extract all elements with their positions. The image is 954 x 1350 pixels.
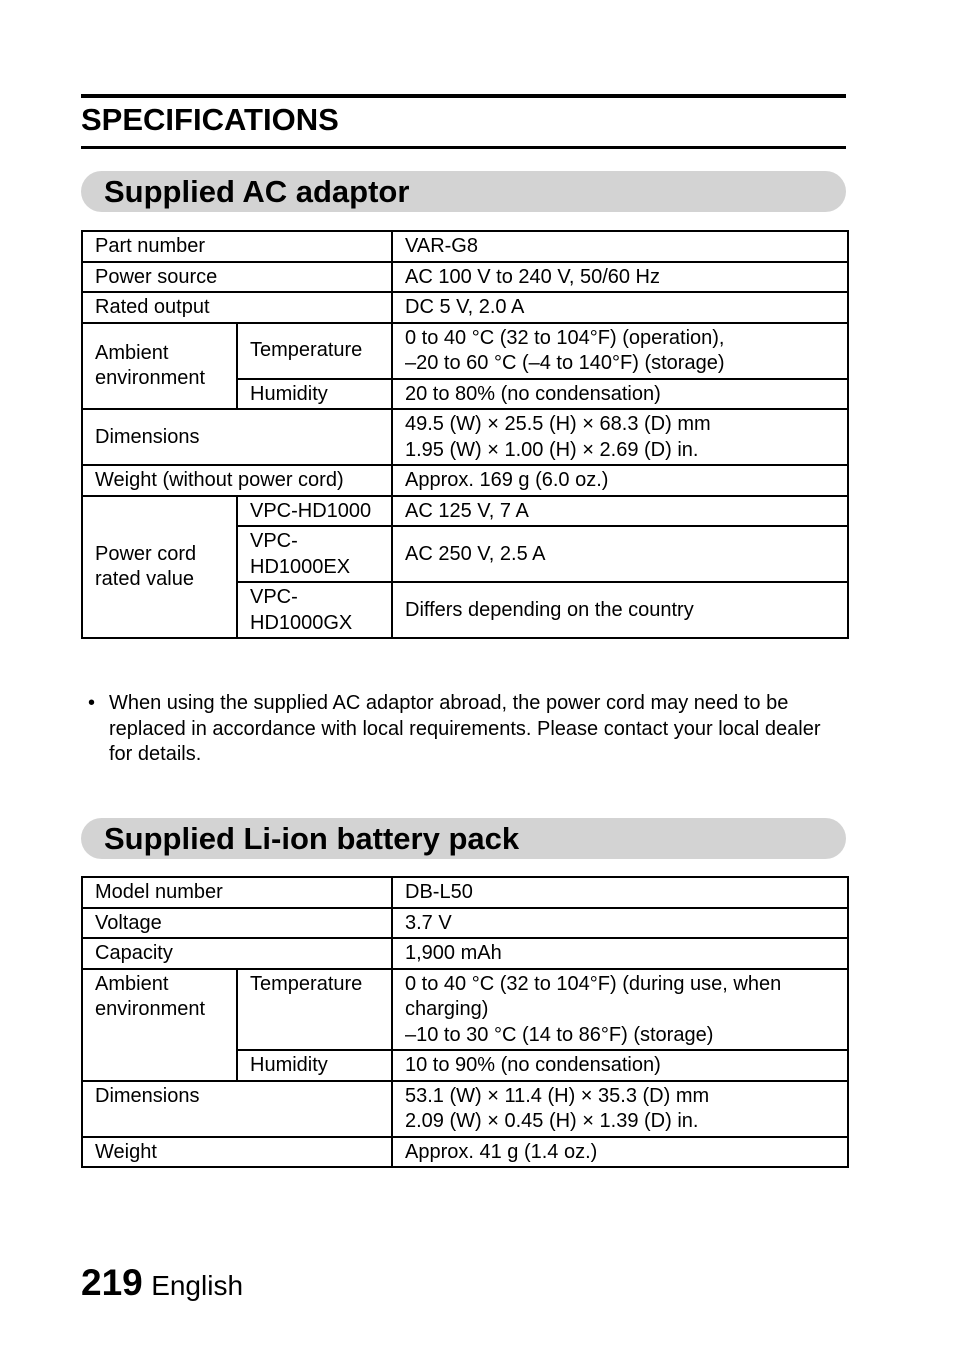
table-row [82, 908, 848, 939]
spec-value: DB-L50 [392, 877, 848, 908]
spec-sublabel: Humidity [237, 1050, 392, 1081]
table-row [82, 231, 848, 262]
spec-sublabel: Humidity [237, 379, 392, 410]
battery-spec-table [81, 876, 849, 1168]
spec-label: Rated output [82, 292, 392, 323]
spec-value: Approx. 41 g (1.4 oz.) [392, 1137, 848, 1168]
table-row [82, 496, 848, 527]
spec-value-line: –10 to 30 °C (14 to 86°F) (storage) [405, 1023, 714, 1046]
header-rule-bottom [81, 146, 846, 149]
spec-label: Power source [82, 262, 392, 293]
table-row [82, 292, 848, 323]
spec-value: AC 100 V to 240 V, 50/60 Hz [392, 262, 848, 293]
spec-value: AC 125 V, 7 A [392, 496, 848, 527]
table-row [82, 938, 848, 969]
spec-value-line: 1.95 (W) × 1.00 (H) × 2.69 (D) in. [405, 438, 699, 461]
section-title-ac-adaptor: Supplied AC adaptor [81, 171, 846, 212]
spec-value: 20 to 80% (no condensation) [392, 379, 848, 410]
spec-value: VAR-G8 [392, 231, 848, 262]
bullet-icon: • [88, 692, 96, 714]
spec-label: Weight [82, 1137, 392, 1168]
spec-value: DC 5 V, 2.0 A [392, 292, 848, 323]
page-title: SPECIFICATIONS [81, 102, 339, 137]
spec-value [392, 409, 848, 465]
spec-value [392, 969, 848, 1051]
spec-label: Ambient environment [82, 323, 237, 410]
spec-value-line: 53.1 (W) × 11.4 (H) × 35.3 (D) mm [405, 1084, 710, 1107]
spec-label: Weight (without power cord) [82, 465, 392, 496]
spec-label: Voltage [82, 908, 392, 939]
note-text: When using the supplied AC adaptor abroad, the power cord may need to be replaced in accordance with local requirements. Please contact your local dealer for details. [109, 692, 821, 765]
spec-label: Ambient environment [82, 969, 237, 1081]
page-language: English [151, 1270, 244, 1301]
spec-value: Approx. 169 g (6.0 oz.) [392, 465, 848, 496]
spec-sublabel: Temperature [237, 323, 392, 379]
spec-sublabel: VPC-HD1000EX [237, 526, 392, 582]
spec-value-line: 2.09 (W) × 0.45 (H) × 1.39 (D) in. [405, 1110, 699, 1132]
spec-sublabel: Temperature [237, 969, 392, 1051]
spec-value [392, 323, 848, 379]
spec-value-line: 49.5 (W) × 25.5 (H) × 68.3 (D) mm [405, 413, 711, 435]
spec-label: Capacity [82, 938, 392, 969]
ac-adaptor-spec-table [81, 230, 849, 639]
table-row [82, 409, 848, 465]
spec-label: Power cord rated value [82, 496, 237, 639]
spec-label: Model number [82, 877, 392, 908]
ac-adaptor-note [88, 691, 848, 768]
spec-value [392, 1081, 848, 1137]
spec-sublabel: VPC-HD1000 [237, 496, 392, 527]
spec-value: 1,900 mAh [392, 938, 848, 969]
spec-value-line: –20 to 60 °C (–4 to 140°F) (storage) [405, 352, 725, 374]
table-row [82, 1137, 848, 1168]
spec-sublabel: VPC-HD1000GX [237, 582, 392, 638]
table-row [82, 877, 848, 908]
table-row [82, 969, 848, 1051]
spec-value-line: 0 to 40 °C (32 to 104°F) (during use, when charging) [405, 972, 782, 1020]
spec-value-line: 0 to 40 °C (32 to 104°F) (operation), [405, 326, 725, 349]
spec-label: Dimensions [82, 1081, 392, 1137]
table-row [82, 262, 848, 293]
section-title-battery: Supplied Li-ion battery pack [81, 818, 846, 859]
spec-value: Differs depending on the country [392, 582, 848, 638]
header-rule-top [81, 94, 846, 98]
spec-label: Dimensions [82, 409, 392, 465]
spec-label: Part number [82, 231, 392, 262]
page-footer [81, 1262, 243, 1304]
table-row [82, 323, 848, 379]
table-row [82, 465, 848, 496]
spec-value: AC 250 V, 2.5 A [392, 526, 848, 582]
page-number: 219 [81, 1262, 143, 1303]
spec-value: 10 to 90% (no condensation) [392, 1050, 848, 1081]
table-row [82, 1081, 848, 1137]
spec-value: 3.7 V [392, 908, 848, 939]
